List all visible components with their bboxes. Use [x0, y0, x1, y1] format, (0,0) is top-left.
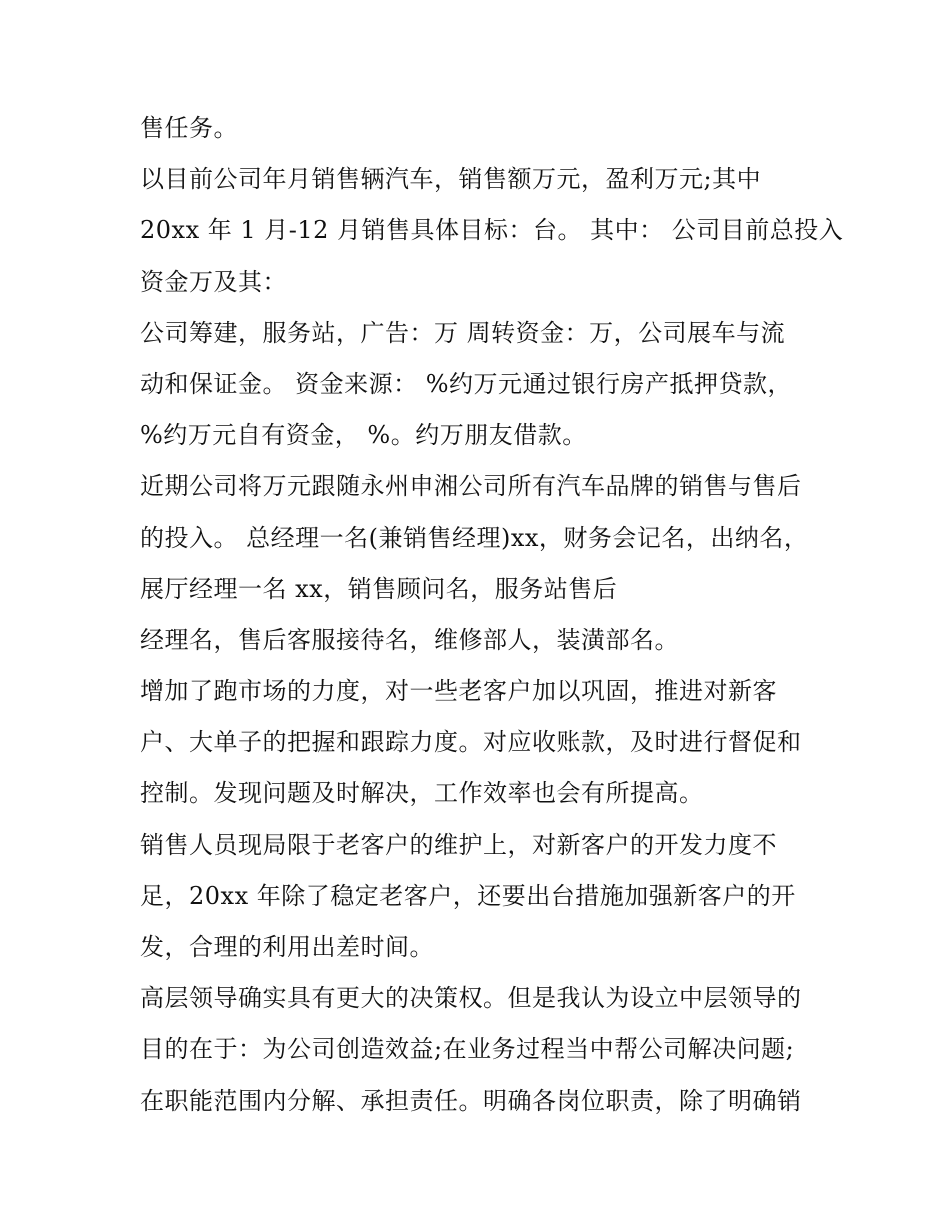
- text-line: 控制。发现问题及时解决，工作效率也会有所提高。: [140, 779, 704, 808]
- text-line: 高层领导确实具有更大的决策权。但是我认为设立中层领导的: [140, 984, 802, 1013]
- text-line: 资金万及其：: [140, 267, 287, 296]
- text-line: 经理名，售后客服接待名，维修部人，装潢部名。: [140, 625, 679, 654]
- text-line: 在职能范围内分解、承担责任。明确各岗位职责，除了明确销: [140, 1086, 802, 1115]
- text-line: 售任务。: [140, 114, 238, 142]
- document-body: [140, 107, 844, 1131]
- text-line: 动和保证金。 资金来源： %约万元通过银行房产抵押贷款，: [140, 369, 793, 398]
- text-line: 目的在于：为公司创造效益;在业务过程当中帮公司解决问题;: [140, 1035, 795, 1064]
- text-line: 的投入。 总经理一名(兼销售经理)xx，财务会记名，出纳名，: [140, 523, 809, 552]
- text-line: 公司筹建，服务站，广告：万 周转资金：万，公司展车与流: [140, 318, 786, 347]
- text-line: 以目前公司年月销售辆汽车，销售额万元，盈利万元;其中: [140, 165, 762, 194]
- text-line: 销售人员现局限于老客户的维护上，对新客户的开发力度不: [140, 830, 777, 859]
- text-line: 20xx 年 1 月-12 月销售具体目标：台。 其中： 公司目前总投入: [140, 216, 844, 245]
- text-line: 展厅经理一名 xx，销售顾问名，服务站售后: [140, 574, 618, 603]
- text-line: 近期公司将万元跟随永州申湘公司所有汽车品牌的销售与售后: [140, 472, 802, 501]
- text-line: 增加了跑市场的力度，对一些老客户加以巩固，推进对新客: [140, 677, 777, 706]
- text-line: 发，合理的利用出差时间。: [140, 933, 434, 961]
- text-line: 户、大单子的把握和跟踪力度。对应收账款，及时进行督促和: [140, 728, 802, 757]
- text-line: 足，20xx 年除了稳定老客户，还要出台措施加强新客户的开: [140, 881, 796, 910]
- text-line: %约万元自有资金， %。约万朋友借款。: [140, 421, 587, 450]
